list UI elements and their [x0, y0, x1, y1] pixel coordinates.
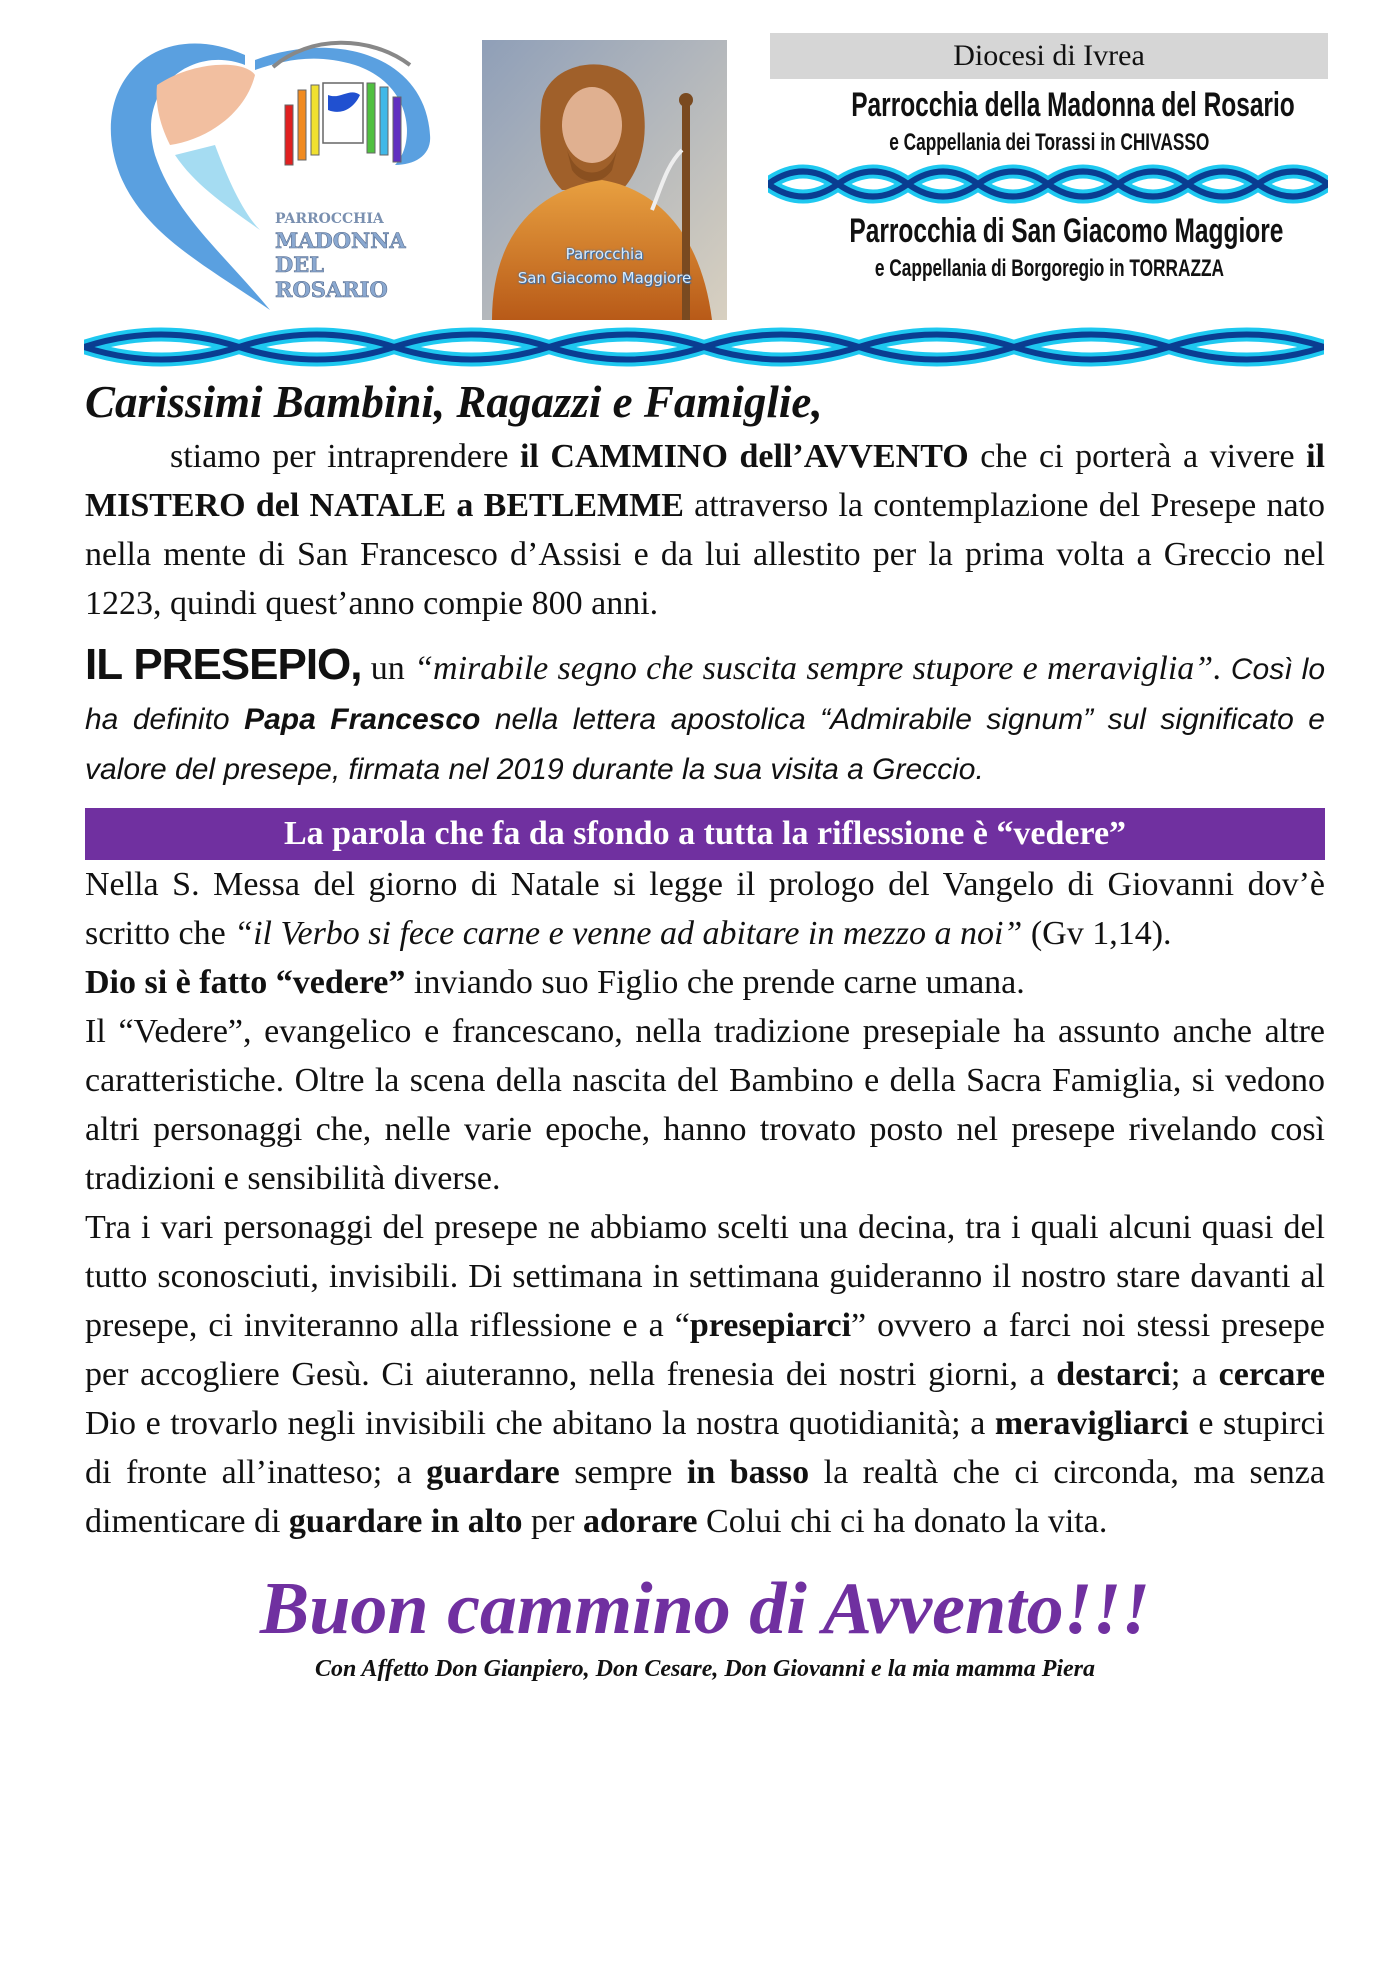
personaggi-text: ” ovvero a farci noi stessi presepe per accogliere Gesù. Ci aiuteranno, nella frenesia dei nostri giorni, a [85, 1307, 1325, 1393]
section-banner: La parola che fa da sfondo a tutta la riflessione è “vedere” [85, 808, 1325, 860]
messa-text: (Gv 1,14). [1022, 915, 1172, 952]
personaggi-text: Dio e trovarlo negli invisibili che abitano la nostra quotidianità; a [85, 1405, 995, 1442]
parish1-subtitle-row [765, 127, 1333, 159]
logo-text: PARROCCHIA [275, 211, 384, 227]
closing-greeting: Buon cammino di Avvento!!! [259, 1568, 1151, 1650]
intro-text: attraverso la contemplazione del Presepe nato nella mente di San Francesco d’Assisi e da lui allestito per la prima volta a Greccio nel 1223, quindi quest’anno compie 800 anni. [85, 487, 1325, 622]
letter-body [85, 372, 1325, 1684]
logo-text: ROSARIO [275, 277, 388, 302]
personaggi-text: Tra i vari personaggi del presepe ne abbiamo scelti una decina, tra i quali alcuni quasi del tutto sconosciuti, invisibili. Di settimana in settimana guideranno il nostro stare davanti al presepe, ci inviteranno alla riflessione e a “ [85, 1209, 1325, 1344]
braid-divider [768, 163, 1328, 205]
intro-bold: il CAMMINO dell’AVVENTO [519, 438, 969, 475]
personaggi-bold: cercare [1218, 1356, 1325, 1393]
parish2-title: Parrocchia di San Giacomo Maggiore [849, 212, 1284, 250]
personaggi-bold: presepiarci [689, 1307, 852, 1344]
vedere-paragraph: Il “Vedere”, evangelico e francescano, nella tradizione presepiale ha assunto anche altre caratteristiche. Oltre la scena della nascita del Bambino e della Sacra Famiglia, si vedono altri personaggi che, nelle varie epoche, hanno trovato posto nel presepe rivelando così tradizioni e sensibilità diverse. [85, 1013, 1325, 1197]
header-titles [765, 33, 1333, 285]
gospel-quote: “il Verbo si fece carne e venne ad abitare in mezzo a noi” [234, 915, 1023, 952]
dio-paragraph [85, 958, 1325, 1007]
saint-caption-line2: San Giacomo Maggiore [517, 269, 692, 287]
personaggi-bold: guardare [426, 1454, 560, 1491]
presepio-text: nella lettera apostolica “Admirabile signum” sul significato e valore del presepe, firmata nel 2019 durante la sua visita a Greccio. [85, 703, 1325, 786]
intro-paragraph [85, 432, 1325, 628]
logo-heart-icon [95, 25, 465, 315]
presepio-paragraph [85, 640, 1325, 794]
parish2-subtitle: e Cappellania di Borgoregio in TORRAZZA [874, 255, 1224, 282]
personaggi-text: per [522, 1503, 583, 1540]
presepio-text: Così lo ha definito [85, 653, 1326, 736]
braid-ornament-icon [84, 326, 1324, 368]
presepio-text: un [361, 650, 415, 687]
diocese-label: Diocesi di Ivrea [770, 33, 1328, 79]
intro-text: che ci porterà a vivere [968, 438, 1307, 475]
papa-francesco-bold: Papa Francesco [244, 703, 481, 736]
intro-text: stiamo per intraprendere [170, 438, 520, 475]
braid-divider [84, 326, 1324, 368]
greeting-heading: Carissimi Bambini, Ragazzi e Famiglie, [85, 377, 823, 427]
saint-giacomo-image [482, 40, 727, 320]
logo-text: MADONNA [275, 228, 406, 253]
personaggi-bold: guardare in alto [288, 1503, 523, 1540]
personaggi-bold: adorare [582, 1503, 698, 1540]
personaggi-text: la realtà che ci circonda, ma senza dimenticare di [85, 1454, 1325, 1540]
personaggi-text: sempre [559, 1454, 687, 1491]
parish1-title-row [765, 83, 1333, 127]
dio-text: inviando suo Figlio che prende carne umana. [405, 964, 1025, 1001]
presepio-quote: “mirabile segno che suscita sempre stupore e meraviglia”. [414, 650, 1222, 687]
signature: Con Affetto Don Gianpiero, Don Cesare, Don Giovanni e la mia mamma Piera [314, 1656, 1096, 1682]
dio-bold: Dio si è fatto “vedere” [85, 964, 406, 1001]
parish2-subtitle-row [765, 253, 1333, 285]
personaggi-text: ; a [1170, 1356, 1219, 1393]
intro-bold: il MISTERO del NATALE a BETLEMME [85, 438, 1325, 524]
saint-caption-line1: Parrocchia [565, 245, 644, 263]
presepio-heading: IL PRESEPIO, [85, 640, 362, 689]
personaggi-bold: meravigliarci [994, 1405, 1189, 1442]
parish1-subtitle: e Cappellania dei Torassi in CHIVASSO [888, 129, 1210, 156]
parish2-title-row [765, 209, 1333, 253]
parish-logo [95, 25, 465, 315]
personaggi-text: e stupirci di fronte all’inatteso; a [85, 1405, 1325, 1491]
personaggi-bold: in basso [686, 1454, 810, 1491]
messa-text: Nella S. Messa del giorno di Natale si legge il prologo del Vangelo di Giovanni dov’è scritto che [85, 866, 1325, 952]
logo-text: DEL [275, 252, 324, 277]
parish1-title: Parrocchia della Madonna del Rosario [851, 86, 1295, 124]
personaggi-bold: destarci [1056, 1356, 1171, 1393]
braid-ornament-icon [768, 163, 1328, 205]
messa-paragraph [85, 860, 1325, 958]
personaggi-text: Colui chi ci ha donato la vita. [697, 1503, 1108, 1540]
personaggi-paragraph [85, 1203, 1325, 1546]
